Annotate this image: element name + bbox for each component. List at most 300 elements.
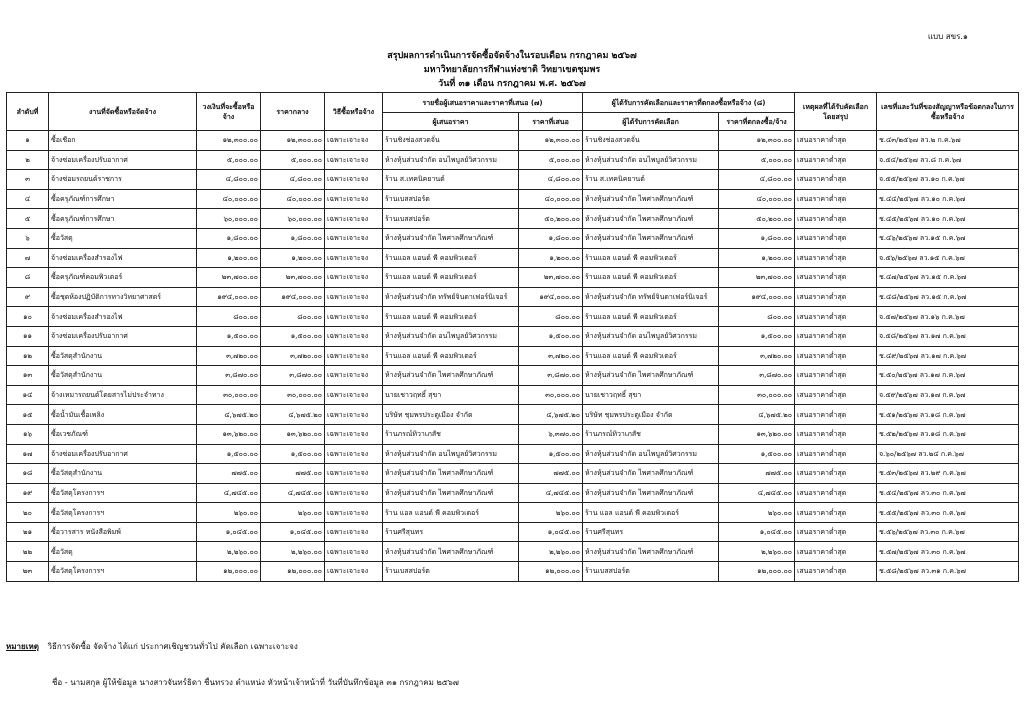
cell-bid-price: ๔๐,๐๐๐.๐๐ xyxy=(519,189,583,209)
cell-median: ๘๐๐.๐๐ xyxy=(261,307,325,327)
cell-bidder: ร้านเบสสปอร์ต xyxy=(383,562,519,582)
table-row xyxy=(7,346,1019,366)
cell-median: ๗๗๕.๐๐ xyxy=(261,464,325,484)
cell-reason: เสนอราคาต่ำสุด xyxy=(795,562,877,582)
cell-work: ซื้อเชือก xyxy=(49,131,197,151)
cell-bidder: ห้างหุ้นส่วนจำกัด ไพศาลศึกษาภัณฑ์ xyxy=(383,228,519,248)
cell-work: ซื้อครุภัณฑ์การศึกษา xyxy=(49,209,197,229)
cell-method: เฉพาะเจาะจง xyxy=(325,248,383,268)
cell-no: ๙ xyxy=(7,287,49,307)
cell-agreed-price: ๑,๒๐๐.๐๐ xyxy=(719,248,795,268)
cell-median: ๑๒,๓๐๐.๐๐ xyxy=(261,131,325,151)
cell-reason: เสนอราคาต่ำสุด xyxy=(795,346,877,366)
cell-work: ซื้อชุดห้องปฏิบัติการทางวิทยาศาสตร์ xyxy=(49,287,197,307)
cell-bid-price: ๓,๗๒๐.๐๐ xyxy=(519,346,583,366)
cell-no: ๑๗ xyxy=(7,444,49,464)
cell-winner: ห้างหุ้นส่วนจำกัด อนไพบูลย์วิศวกรรม xyxy=(583,444,719,464)
cell-bidder: ร้านเบสสปอร์ต xyxy=(383,189,519,209)
cell-agreed-price: ๑๙๔,๐๐๐.๐๐ xyxy=(719,287,795,307)
cell-no: ๑ xyxy=(7,131,49,151)
cell-method: เฉพาะเจาะจง xyxy=(325,307,383,327)
cell-median: ๔,๗๔๕.๐๐ xyxy=(261,483,325,503)
cell-contract: จ.๕๕/๒๕๖๗ ลว.๑๐ ก.ค.๖๗ xyxy=(877,170,1019,190)
cell-winner: ห้างหุ้นส่วนจำกัด ไพศาลศึกษาภัณฑ์ xyxy=(583,542,719,562)
cell-work: ซื้อน้ำมันเชื้อเพลิง xyxy=(49,405,197,425)
cell-work: ซื้อวัสดุ xyxy=(49,542,197,562)
cell-winner: ห้างหุ้นส่วนจำกัด อนไพบูลย์วิศวกรรม xyxy=(583,326,719,346)
cell-bid-price: ๑๙๔,๐๐๐.๐๐ xyxy=(519,287,583,307)
cell-work: ซื้อวัสดุโครงการฯ xyxy=(49,503,197,523)
cell-winner: ห้างหุ้นส่วนจำกัด ไพศาลศึกษาภัณฑ์ xyxy=(583,366,719,386)
cell-bidder: ร้านแอล แอนด์ พี คอมพิวเตอร์ xyxy=(383,268,519,288)
cell-budget: ๑,๒๐๐.๐๐ xyxy=(197,248,261,268)
cell-work: จ้างซ่อมเครื่องปรับอากาศ xyxy=(49,150,197,170)
cell-method: เฉพาะเจาะจง xyxy=(325,444,383,464)
cell-budget: ๕,๐๐๐.๐๐ xyxy=(197,150,261,170)
cell-bid-price: ๗๗๕.๐๐ xyxy=(519,464,583,484)
cell-winner: ร้านแอล แอนด์ พี คอมพิวเตอร์ xyxy=(583,248,719,268)
cell-budget: ๑๙๔,๐๐๐.๐๐ xyxy=(197,287,261,307)
cell-median: ๒๓,๗๐๐.๐๐ xyxy=(261,268,325,288)
cell-median: ๔,๘๐๐.๐๐ xyxy=(261,170,325,190)
cell-work: ซื้อวัสดุ xyxy=(49,228,197,248)
cell-no: ๑๖ xyxy=(7,424,49,444)
cell-agreed-price: ๔,๖๗๕.๒๐ xyxy=(719,405,795,425)
cell-budget: ๓,๘๗๐.๐๐ xyxy=(197,366,261,386)
table-row xyxy=(7,385,1019,405)
cell-work: ซื้อครุภัณฑ์คอมพิวเตอร์ xyxy=(49,268,197,288)
cell-method: เฉพาะเจาะจง xyxy=(325,503,383,523)
cell-winner: ห้างหุ้นส่วนจำกัด ไพศาลศึกษาภัณฑ์ xyxy=(583,228,719,248)
cell-bid-price: ๒๖๐.๐๐ xyxy=(519,503,583,523)
cell-reason: เสนอราคาต่ำสุด xyxy=(795,170,877,190)
cell-work: ซื้อครุภัณฑ์การศึกษา xyxy=(49,189,197,209)
cell-bid-price: ๑,๕๐๐.๐๐ xyxy=(519,326,583,346)
col-header-winner-group: ผู้ได้รับการคัดเลือกและราคาที่ตกลงซื้อหรือจ้าง (๘) xyxy=(583,93,795,113)
cell-contract: ช.๕๖/๒๕๖๗ ลว.๓๐ ก.ค.๖๗ xyxy=(877,522,1019,542)
cell-bidder: ห้างหุ้นส่วนจำกัด อนไพบูลย์วิศวกรรม xyxy=(383,150,519,170)
cell-reason: เสนอราคาต่ำสุด xyxy=(795,228,877,248)
cell-method: เฉพาะเจาะจง xyxy=(325,522,383,542)
cell-bid-price: ๓๐,๐๐๐.๐๐ xyxy=(519,385,583,405)
heading-line-3: วันที่ ๓๑ เดือน กรกฎาคม พ.ศ. ๒๕๖๗ xyxy=(438,79,586,89)
cell-winner: ร้านแอล แอนด์ พี คอมพิวเตอร์ xyxy=(583,346,719,366)
cell-agreed-price: ๑,๐๔๕.๐๐ xyxy=(719,522,795,542)
cell-bidder: บริษัท ชุมพรประตูเมือง จำกัด xyxy=(383,405,519,425)
cell-work: ซื้อวัสดุโครงการฯ xyxy=(49,562,197,582)
table-row xyxy=(7,483,1019,503)
cell-reason: เสนอราคาต่ำสุด xyxy=(795,366,877,386)
cell-median: ๓,๗๒๐.๐๐ xyxy=(261,346,325,366)
table-row xyxy=(7,189,1019,209)
col-header-budget: วงเงินที่จะซื้อหรือจ้าง xyxy=(197,93,261,131)
table-row xyxy=(7,150,1019,170)
table-row xyxy=(7,170,1019,190)
table-row xyxy=(7,228,1019,248)
cell-bid-price: ๕๐,๒๐๐.๐๐ xyxy=(519,209,583,229)
cell-agreed-price: ๑,๕๐๐.๐๐ xyxy=(719,326,795,346)
cell-budget: ๑,๕๐๐.๐๐ xyxy=(197,444,261,464)
cell-reason: เสนอราคาต่ำสุด xyxy=(795,307,877,327)
cell-method: เฉพาะเจาะจง xyxy=(325,131,383,151)
cell-budget: ๑,๐๔๕.๐๐ xyxy=(197,522,261,542)
cell-bid-price: ๔,๗๔๕.๐๐ xyxy=(519,483,583,503)
cell-winner: ร้านเบสสปอร์ต xyxy=(583,562,719,582)
cell-work: ซื้อเวชภัณฑ์ xyxy=(49,424,197,444)
procurement-table xyxy=(6,92,1019,582)
col-header-method: วิธีซื้อหรือจ้าง xyxy=(325,93,383,131)
cell-work: จ้างเหมารถยนต์โดยสารไม่ประจำทาง xyxy=(49,385,197,405)
cell-median: ๑๙๔,๐๐๐.๐๐ xyxy=(261,287,325,307)
cell-median: ๓๐,๐๐๐.๐๐ xyxy=(261,385,325,405)
cell-no: ๑๐ xyxy=(7,307,49,327)
cell-reason: เสนอราคาต่ำสุด xyxy=(795,424,877,444)
cell-no: ๑๓ xyxy=(7,366,49,386)
signature-line: ชื่อ - นามสกุล ผู้ให้ข้อมูล นางสาวจันทร์ธิดา ชื่นทรวง ตำแหน่ง หัวหน้าเจ้าหน้าที่ วันที่บันทึกข้อมูล ๓๑ กรกฎาคม ๒๕๖๗ xyxy=(52,678,459,687)
col-header-bidder: ผู้เสนอราคา xyxy=(383,113,519,131)
cell-budget: ๒๓,๗๐๐.๐๐ xyxy=(197,268,261,288)
cell-median: ๓,๘๗๐.๐๐ xyxy=(261,366,325,386)
cell-winner: ห้างหุ้นส่วนจำกัด ไพศาลศึกษาภัณฑ์ xyxy=(583,483,719,503)
cell-no: ๓ xyxy=(7,170,49,190)
cell-winner: ห้างหุ้นส่วนจำกัด อนไพบูลย์วิศวกรรม xyxy=(583,150,719,170)
cell-work: จ้างซ่อมรถยนต์ราชการ xyxy=(49,170,197,190)
cell-no: ๒๓ xyxy=(7,562,49,582)
cell-bid-price: ๕,๐๐๐.๐๐ xyxy=(519,150,583,170)
cell-budget: ๔,๘๐๐.๐๐ xyxy=(197,170,261,190)
cell-reason: เสนอราคาต่ำสุด xyxy=(795,444,877,464)
cell-agreed-price: ๑๒,๓๐๐.๐๐ xyxy=(719,131,795,151)
cell-budget: ๑,๕๐๐.๐๐ xyxy=(197,326,261,346)
cell-no: ๒๐ xyxy=(7,503,49,523)
cell-contract: ช.๔๕/๒๕๖๗ ลว.๑๐ ก.ค.๖๗ xyxy=(877,209,1019,229)
cell-method: เฉพาะเจาะจง xyxy=(325,405,383,425)
cell-budget: ๒๖๐.๐๐ xyxy=(197,503,261,523)
cell-median: ๖๐,๐๐๐.๐๐ xyxy=(261,209,325,229)
cell-contract: ช.๕๕/๒๕๖๗ ลว.๓๐ ก.ค.๖๗ xyxy=(877,503,1019,523)
cell-bid-price: ๔,๖๗๕.๒๐ xyxy=(519,405,583,425)
cell-winner: ร้านแอล แอนด์ พี คอมพิวเตอร์ xyxy=(583,307,719,327)
cell-median: ๑,๘๐๐.๐๐ xyxy=(261,228,325,248)
cell-median: ๑,๕๐๐.๐๐ xyxy=(261,444,325,464)
cell-budget: ๔๐,๐๐๐.๐๐ xyxy=(197,189,261,209)
cell-method: เฉพาะเจาะจง xyxy=(325,189,383,209)
table-body xyxy=(7,131,1019,582)
cell-winner: ห้างหุ้นส่วนจำกัด ไพศาลศึกษาภัณฑ์ xyxy=(583,209,719,229)
cell-winner: ห้างหุ้นส่วนจำกัด ทรัพย์จินดาเฟอร์นิเจอร์ xyxy=(583,287,719,307)
cell-no: ๑๑ xyxy=(7,326,49,346)
cell-contract: ช.๕๑/๒๕๖๗ ลว.๑๘ ก.ค.๖๗ xyxy=(877,405,1019,425)
cell-method: เฉพาะเจาะจง xyxy=(325,483,383,503)
cell-bid-price: ๑,๘๐๐.๐๐ xyxy=(519,228,583,248)
cell-contract: ช.๔๓/๒๕๖๗ ลว.๒ ก.ค.๖๗ xyxy=(877,131,1019,151)
cell-bid-price: ๒๓,๗๐๐.๐๐ xyxy=(519,268,583,288)
cell-agreed-price: ๒,๒๖๐.๐๐ xyxy=(719,542,795,562)
cell-bidder: ห้างหุ้นส่วนจำกัด ไพศาลศึกษาภัณฑ์ xyxy=(383,542,519,562)
cell-agreed-price: ๑,๘๐๐.๐๐ xyxy=(719,228,795,248)
cell-bidder: ร้านชิงช่องสวดจั่น xyxy=(383,131,519,151)
cell-bidder: นายเชาวฤทธิ์ สุขา xyxy=(383,385,519,405)
table-row xyxy=(7,424,1019,444)
cell-bid-price: ๘๐๐.๐๐ xyxy=(519,307,583,327)
cell-bidder: ห้างหุ้นส่วนจำกัด อนไพบูลย์วิศวกรรม xyxy=(383,326,519,346)
cell-no: ๒ xyxy=(7,150,49,170)
table-row xyxy=(7,287,1019,307)
cell-bidder: ห้างหุ้นส่วนจำกัด ไพศาลศึกษาภัณฑ์ xyxy=(383,464,519,484)
cell-contract: ช.๕๒/๒๕๖๗ ลว.๑๘ ก.ค.๖๗ xyxy=(877,424,1019,444)
cell-budget: ๓๐,๐๐๐.๐๐ xyxy=(197,385,261,405)
cell-work: ซื้อวัสดุสำนักงาน xyxy=(49,366,197,386)
cell-agreed-price: ๘๐๐.๐๐ xyxy=(719,307,795,327)
cell-median: ๔๐,๐๐๐.๐๐ xyxy=(261,189,325,209)
table-row xyxy=(7,542,1019,562)
cell-reason: เสนอราคาต่ำสุด xyxy=(795,405,877,425)
col-header-contract: เลขที่และวันที่ของสัญญาหรือข้อตกลงในการซื้อหรือจ้าง xyxy=(877,93,1019,131)
table-row xyxy=(7,405,1019,425)
cell-agreed-price: ๗๗๕.๐๐ xyxy=(719,464,795,484)
col-header-median: ราคากลาง xyxy=(261,93,325,131)
cell-budget: ๔,๗๔๕.๐๐ xyxy=(197,483,261,503)
cell-bid-price: ๒,๒๖๐.๐๐ xyxy=(519,542,583,562)
cell-reason: เสนอราคาต่ำสุด xyxy=(795,385,877,405)
cell-bid-price: ๖,๓๗๐.๐๐ xyxy=(519,424,583,444)
cell-median: ๑๒,๐๐๐.๐๐ xyxy=(261,562,325,582)
cell-no: ๒๒ xyxy=(7,542,49,562)
cell-bid-price: ๑๒,๓๐๐.๐๐ xyxy=(519,131,583,151)
cell-no: ๕ xyxy=(7,209,49,229)
cell-no: ๑๔ xyxy=(7,385,49,405)
cell-agreed-price: ๑๒,๐๐๐.๐๐ xyxy=(719,562,795,582)
cell-method: เฉพาะเจาะจง xyxy=(325,150,383,170)
cell-winner: ห้างหุ้นส่วนจำกัด ไพศาลศึกษาภัณฑ์ xyxy=(583,189,719,209)
cell-contract: ช.๔๔/๒๕๖๗ ลว.๑๐ ก.ค.๖๗ xyxy=(877,189,1019,209)
cell-work: จ้างซ่อมเครื่องสำรองไฟ xyxy=(49,307,197,327)
cell-bidder: ร้านแอล แอนด์ พี คอมพิวเตอร์ xyxy=(383,346,519,366)
table-row xyxy=(7,503,1019,523)
cell-method: เฉพาะเจาะจง xyxy=(325,268,383,288)
cell-winner: ร้านศรีสุนทร xyxy=(583,522,719,542)
cell-no: ๑๕ xyxy=(7,405,49,425)
cell-winner: บริษัท ชุมพรประตูเมือง จำกัด xyxy=(583,405,719,425)
cell-method: เฉพาะเจาะจง xyxy=(325,366,383,386)
cell-budget: ๑๒,๓๐๐.๐๐ xyxy=(197,131,261,151)
cell-no: ๒๑ xyxy=(7,522,49,542)
cell-bidder: ร้านเบสสปอร์ต xyxy=(383,209,519,229)
cell-bidder: ร้านศรีสุนทร xyxy=(383,522,519,542)
col-header-bidders-group: รายชื่อผู้เสนอราคาและราคาที่เสนอ (๗) xyxy=(383,93,583,113)
cell-reason: เสนอราคาต่ำสุด xyxy=(795,522,877,542)
cell-bidder: ห้างหุ้นส่วนจำกัด ทรัพย์จินดาเฟอร์นิเจอร์ xyxy=(383,287,519,307)
cell-method: เฉพาะเจาะจง xyxy=(325,287,383,307)
cell-reason: เสนอราคาต่ำสุด xyxy=(795,483,877,503)
heading-line-2: มหาวิทยาลัยการกีฬาแห่งชาติ วิทยาเขตชุมพร xyxy=(423,65,601,75)
cell-winner: ห้างหุ้นส่วนจำกัด ไพศาลศึกษาภัณฑ์ xyxy=(583,464,719,484)
form-code: แบบ สขร.๑ xyxy=(927,32,968,41)
table-row xyxy=(7,209,1019,229)
cell-budget: ๑๒,๐๐๐.๐๐ xyxy=(197,562,261,582)
remark-label: หมายเหตุ xyxy=(6,642,39,651)
cell-agreed-price: ๑,๕๐๐.๐๐ xyxy=(719,444,795,464)
cell-method: เฉพาะเจาะจง xyxy=(325,170,383,190)
table-row xyxy=(7,248,1019,268)
cell-contract: ช.๕๐/๒๕๖๗ ลว.๑๗ ก.ค.๖๗ xyxy=(877,366,1019,386)
cell-no: ๗ xyxy=(7,248,49,268)
cell-contract: ช.๔๘/๒๕๖๗ ลว.๑๕ ก.ค.๖๗ xyxy=(877,287,1019,307)
cell-median: ๑,๐๔๕.๐๐ xyxy=(261,522,325,542)
cell-reason: เสนอราคาต่ำสุด xyxy=(795,326,877,346)
cell-method: เฉพาะเจาะจง xyxy=(325,209,383,229)
cell-winner: ร้าน ส.เทคนิคยานต์ xyxy=(583,170,719,190)
cell-bid-price: ๑,๒๐๐.๐๐ xyxy=(519,248,583,268)
cell-bidder: ร้านแอล แอนด์ พี คอมพิวเตอร์ xyxy=(383,307,519,327)
cell-contract: ช.๕๗/๒๕๖๗ ลว.๓๐ ก.ค.๖๗ xyxy=(877,542,1019,562)
heading-line-1: สรุปผลการดำเนินการจัดซื้อจัดจ้างในรอบเดือน กรกฎาคม ๒๕๖๗ xyxy=(387,51,637,61)
cell-contract: จ.๕๗/๒๕๖๗ ลว.๑๖ ก.ค.๖๗ xyxy=(877,307,1019,327)
cell-bidder: ห้างหุ้นส่วนจำกัด ไพศาลศึกษาภัณฑ์ xyxy=(383,366,519,386)
cell-winner: ร้านภรณ์ทิวาเภสัช xyxy=(583,424,719,444)
cell-method: เฉพาะเจาะจง xyxy=(325,464,383,484)
cell-bid-price: ๓,๘๗๐.๐๐ xyxy=(519,366,583,386)
cell-reason: เสนอราคาต่ำสุด xyxy=(795,189,877,209)
col-header-reason: เหตุผลที่ได้รับคัดเลือกโดยสรุป xyxy=(795,93,877,131)
cell-agreed-price: ๓,๘๗๐.๐๐ xyxy=(719,366,795,386)
cell-budget: ๖๐,๐๐๐.๐๐ xyxy=(197,209,261,229)
cell-budget: ๒,๒๖๐.๐๐ xyxy=(197,542,261,562)
cell-median: ๔,๖๗๕.๒๐ xyxy=(261,405,325,425)
cell-budget: ๑,๘๐๐.๐๐ xyxy=(197,228,261,248)
cell-reason: เสนอราคาต่ำสุด xyxy=(795,209,877,229)
cell-budget: ๓,๗๒๐.๐๐ xyxy=(197,346,261,366)
cell-budget: ๑๓,๖๒๐.๐๐ xyxy=(197,424,261,444)
table-row xyxy=(7,131,1019,151)
cell-agreed-price: ๓๐,๐๐๐.๐๐ xyxy=(719,385,795,405)
cell-reason: เสนอราคาต่ำสุด xyxy=(795,503,877,523)
table-row xyxy=(7,307,1019,327)
cell-no: ๑๙ xyxy=(7,483,49,503)
cell-bid-price: ๑,๐๔๕.๐๐ xyxy=(519,522,583,542)
table-row xyxy=(7,562,1019,582)
cell-contract: ช.๔๖/๒๕๖๗ ลว.๑๕ ก.ค.๖๗ xyxy=(877,228,1019,248)
cell-reason: เสนอราคาต่ำสุด xyxy=(795,542,877,562)
cell-bidder: ห้างหุ้นส่วนจำกัด ไพศาลศึกษาภัณฑ์ xyxy=(383,483,519,503)
cell-contract: ช.๔๙/๒๕๖๗ ลว.๑๗ ก.ค.๖๗ xyxy=(877,346,1019,366)
col-header-no: ลำดับที่ xyxy=(7,93,49,131)
cell-reason: เสนอราคาต่ำสุด xyxy=(795,464,877,484)
cell-reason: เสนอราคาต่ำสุด xyxy=(795,248,877,268)
report-heading xyxy=(0,49,1024,91)
cell-winner: นายเชาวฤทธิ์ สุขา xyxy=(583,385,719,405)
table-row xyxy=(7,444,1019,464)
cell-method: เฉพาะเจาะจง xyxy=(325,228,383,248)
cell-agreed-price: ๒๓,๗๐๐.๐๐ xyxy=(719,268,795,288)
cell-bidder: ร้าน แอล แอนด์ พี คอมพิวเตอร์ xyxy=(383,503,519,523)
cell-median: ๒,๒๖๐.๐๐ xyxy=(261,542,325,562)
cell-contract: ช.๕๔/๒๕๖๗ ลว.๓๐ ก.ค.๖๗ xyxy=(877,483,1019,503)
cell-agreed-price: ๔,๘๐๐.๐๐ xyxy=(719,170,795,190)
table-row xyxy=(7,366,1019,386)
cell-method: เฉพาะเจาะจง xyxy=(325,326,383,346)
cell-bidder: ร้าน ส.เทคนิคยานต์ xyxy=(383,170,519,190)
table-row xyxy=(7,522,1019,542)
cell-work: จ้างซ่อมเครื่องปรับอากาศ xyxy=(49,326,197,346)
table-row xyxy=(7,268,1019,288)
cell-contract: จ.๕๘/๒๕๖๗ ลว.๑๗ ก.ค.๖๗ xyxy=(877,326,1019,346)
cell-contract: ช.๕๓/๒๕๖๗ ลว.๒๙ ก.ค.๖๗ xyxy=(877,464,1019,484)
cell-budget: ๗๗๕.๐๐ xyxy=(197,464,261,484)
cell-median: ๑,๕๐๐.๐๐ xyxy=(261,326,325,346)
cell-work: ซื้อวัสดุสำนักงาน xyxy=(49,346,197,366)
cell-reason: เสนอราคาต่ำสุด xyxy=(795,268,877,288)
cell-contract: จ.๕๙/๒๕๖๗ ลว.๑๗ ก.ค.๖๗ xyxy=(877,385,1019,405)
cell-median: ๕,๐๐๐.๐๐ xyxy=(261,150,325,170)
cell-budget: ๔,๖๗๕.๒๐ xyxy=(197,405,261,425)
cell-bid-price: ๑๒,๐๐๐.๐๐ xyxy=(519,562,583,582)
cell-contract: ช.๕๘/๒๕๖๗ ลว.๓๑ ก.ค.๖๗ xyxy=(877,562,1019,582)
cell-agreed-price: ๔๐,๐๐๐.๐๐ xyxy=(719,189,795,209)
col-header-work: งานที่จัดซื้อหรือจัดจ้าง xyxy=(49,93,197,131)
cell-agreed-price: ๒๖๐.๐๐ xyxy=(719,503,795,523)
col-header-winner: ผู้ได้รับการคัดเลือก xyxy=(583,113,719,131)
cell-winner: ร้านชิงช่องสวดจั่น xyxy=(583,131,719,151)
cell-agreed-price: ๔,๗๔๕.๐๐ xyxy=(719,483,795,503)
cell-work: จ้างซ่อมเครื่องสำรองไฟ xyxy=(49,248,197,268)
cell-no: ๔ xyxy=(7,189,49,209)
cell-reason: เสนอราคาต่ำสุด xyxy=(795,131,877,151)
cell-method: เฉพาะเจาะจง xyxy=(325,346,383,366)
cell-budget: ๘๐๐.๐๐ xyxy=(197,307,261,327)
cell-work: ซื้อวัสดุโครงการฯ xyxy=(49,483,197,503)
cell-work: ซื้อวารสาร หนังสือพิมพ์ xyxy=(49,522,197,542)
cell-bidder: ร้านภรณ์ทิวาเภสัช xyxy=(383,424,519,444)
cell-method: เฉพาะเจาะจง xyxy=(325,385,383,405)
cell-contract: จ.๕๔/๒๕๖๗ ลว.๘ ก.ค.๖๗ xyxy=(877,150,1019,170)
cell-no: ๑๘ xyxy=(7,464,49,484)
col-header-bid-price: ราคาที่เสนอ xyxy=(519,113,583,131)
cell-bid-price: ๔,๘๐๐.๐๐ xyxy=(519,170,583,190)
cell-no: ๖ xyxy=(7,228,49,248)
cell-agreed-price: ๕,๐๐๐.๐๐ xyxy=(719,150,795,170)
col-header-agreed-price: ราคาที่ตกลงซื้อ/จ้าง xyxy=(719,113,795,131)
table-row xyxy=(7,464,1019,484)
cell-work: ซื้อวัสดุสำนักงาน xyxy=(49,464,197,484)
cell-bidder: ร้านแอล แอนด์ พี คอมพิวเตอร์ xyxy=(383,248,519,268)
cell-median: ๑,๒๐๐.๐๐ xyxy=(261,248,325,268)
cell-method: เฉพาะเจาะจง xyxy=(325,542,383,562)
cell-contract: จ.๕๖/๒๕๖๗ ลว.๑๕ ก.ค.๖๗ xyxy=(877,248,1019,268)
cell-agreed-price: ๓,๗๒๐.๐๐ xyxy=(719,346,795,366)
cell-reason: เสนอราคาต่ำสุด xyxy=(795,150,877,170)
cell-agreed-price: ๑๓,๖๒๐.๐๐ xyxy=(719,424,795,444)
cell-winner: ร้านแอล แอนด์ พี คอมพิวเตอร์ xyxy=(583,268,719,288)
cell-method: เฉพาะเจาะจง xyxy=(325,562,383,582)
cell-agreed-price: ๕๐,๒๐๐.๐๐ xyxy=(719,209,795,229)
cell-median: ๑๓,๖๒๐.๐๐ xyxy=(261,424,325,444)
cell-reason: เสนอราคาต่ำสุด xyxy=(795,287,877,307)
cell-median: ๒๖๐.๐๐ xyxy=(261,503,325,523)
cell-winner: ร้าน แอล แอนด์ พี คอมพิวเตอร์ xyxy=(583,503,719,523)
cell-bid-price: ๑,๕๐๐.๐๐ xyxy=(519,444,583,464)
remark-text: วิธีการจัดซื้อ จัดจ้าง ได้แก่ ประกาศเชิญชวนทั่วไป คัดเลือก เฉพาะเจาะจง xyxy=(47,642,298,651)
table-row xyxy=(7,326,1019,346)
cell-bidder: ห้างหุ้นส่วนจำกัด อนไพบูลย์วิศวกรรม xyxy=(383,444,519,464)
cell-no: ๘ xyxy=(7,268,49,288)
remark xyxy=(6,640,298,653)
cell-no: ๑๒ xyxy=(7,346,49,366)
cell-method: เฉพาะเจาะจง xyxy=(325,424,383,444)
cell-contract: ช.๔๗/๒๕๖๗ ลว.๑๕ ก.ค.๖๗ xyxy=(877,268,1019,288)
cell-work: จ้างซ่อมเครื่องปรับอากาศ xyxy=(49,444,197,464)
cell-contract: จ.๖๐/๒๕๖๗ ลว.๒๔ ก.ค.๖๗ xyxy=(877,444,1019,464)
